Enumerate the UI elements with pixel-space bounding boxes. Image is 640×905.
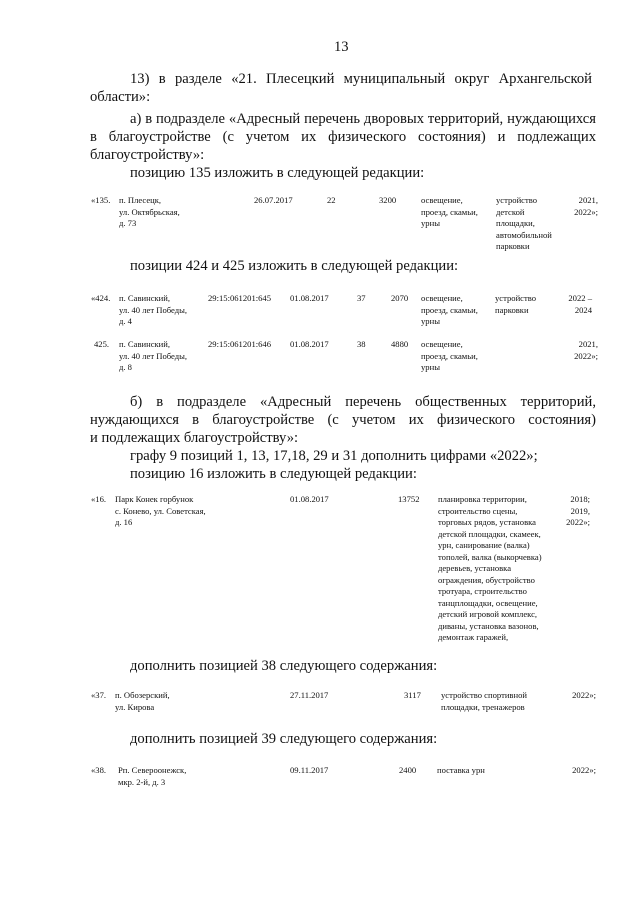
row-cadastre: 29:15:061201:645 — [208, 293, 272, 303]
row-address: п. Обозерский, ул. Кирова — [115, 690, 170, 712]
row-address: Парк Конек горбунок с. Конево, ул. Советская, д. 16 — [115, 494, 206, 527]
row-years: 2022»; — [572, 690, 596, 700]
row-address: Рп. Североонежск, мкр. 2-й, д. 3 — [118, 765, 187, 787]
instruction-positions-424-425: позиции 424 и 425 изложить в следующей редакции: — [130, 258, 459, 274]
row-works: устройство спортивной площадки, тренажеров — [441, 690, 527, 712]
row-count: 37 — [357, 293, 366, 303]
row-number: «424. — [91, 293, 111, 303]
instruction-position-135: позицию 135 изложить в следующей редакции: — [130, 165, 425, 181]
row-years: 2022 – 2024 — [568, 293, 592, 315]
row-count: 22 — [327, 195, 336, 205]
row-date: 01.08.2017 — [290, 339, 329, 349]
instruction-add-position-39: дополнить позицией 39 следующего содержания: — [130, 731, 438, 747]
row-years: 2021, 2022»; — [574, 195, 598, 217]
row-works-minimum: освещение, проезд, скамьи, урны — [421, 195, 478, 228]
row-years: 2018; 2019, 2022»; — [566, 494, 590, 527]
paragraph-subsection-a-line-1: а) в подразделе «Адресный перечень дворовых территорий, нуждающихся — [130, 111, 596, 127]
row-years: 2022»; — [572, 765, 596, 775]
row-number: «38. — [91, 765, 107, 775]
paragraph-subsection-b-line-2: нуждающихся в благоустройстве (с учетом их физического состояния) — [90, 412, 596, 428]
row-works-additional: устройство парковки — [495, 293, 537, 315]
row-address: п. Савинский, ул. 40 лет Победы, д. 4 — [119, 293, 188, 326]
row-area: 13752 — [398, 494, 420, 504]
row-date: 01.08.2017 — [290, 494, 329, 504]
paragraph-section-13-line-2: области»: — [90, 89, 151, 105]
row-area: 2070 — [391, 293, 409, 303]
row-years: 2021, 2022»; — [574, 339, 598, 361]
row-works-additional: устройство детской площадки, автомобильной парковки — [496, 195, 552, 251]
instruction-column-9: графу 9 позиций 1, 13, 17,18, 29 и 31 дополнить цифрами «2022»; — [130, 448, 538, 464]
row-works-minimum: освещение, проезд, скамьи, урны — [421, 293, 478, 326]
row-number: «37. — [91, 690, 107, 700]
paragraph-subsection-a-line-2: в благоустройстве (с учетом их физического состояния) и подлежащих — [90, 129, 596, 145]
paragraph-section-13-line-1: 13) в разделе «21. Плесецкий муниципальный округ Архангельской — [130, 71, 592, 87]
instruction-position-16: позицию 16 изложить в следующей редакции: — [130, 466, 417, 482]
row-works-minimum: освещение, проезд, скамьи, урны — [421, 339, 478, 372]
row-cadastre: 29:15:061201:646 — [208, 339, 272, 349]
row-address: п. Плесецк, ул. Октябрьская, д. 73 — [119, 195, 180, 228]
row-number: 425. — [94, 339, 110, 349]
row-date: 27.11.2017 — [290, 690, 329, 700]
row-area: 3117 — [404, 690, 421, 700]
paragraph-subsection-b-line-1: б) в подразделе «Адресный перечень общественных территорий, — [130, 394, 596, 410]
row-area: 3200 — [379, 195, 397, 205]
paragraph-subsection-a-line-3: благоустройству»: — [90, 147, 205, 163]
row-number: «135. — [91, 195, 111, 205]
row-area: 4880 — [391, 339, 409, 349]
instruction-add-position-38: дополнить позицией 38 следующего содержания: — [130, 658, 438, 674]
row-works: планировка территории, строительство сцены, торговых рядов, установка детской площадки, скамеек, урн, санирование (валка) тополей, валка (выкорчевка) деревьев, установка ограждения, обустройство тротуара, строительство танцплощадки, освещение, детский игровой комплекс, диваны, установка вазонов, демонтаж гаражей, — [438, 494, 542, 642]
row-address: п. Савинский, ул. 40 лет Победы, д. 8 — [119, 339, 188, 372]
row-date: 26.07.2017 — [254, 195, 293, 205]
paragraph-subsection-b-line-3: и подлежащих благоустройству»: — [90, 430, 299, 446]
row-number: «16. — [91, 494, 107, 504]
row-area: 2400 — [399, 765, 417, 775]
row-date: 01.08.2017 — [290, 293, 329, 303]
row-date: 09.11.2017 — [290, 765, 329, 775]
row-works: поставка урн — [437, 765, 485, 775]
page-number: 13 — [334, 39, 349, 55]
row-count: 38 — [357, 339, 366, 349]
